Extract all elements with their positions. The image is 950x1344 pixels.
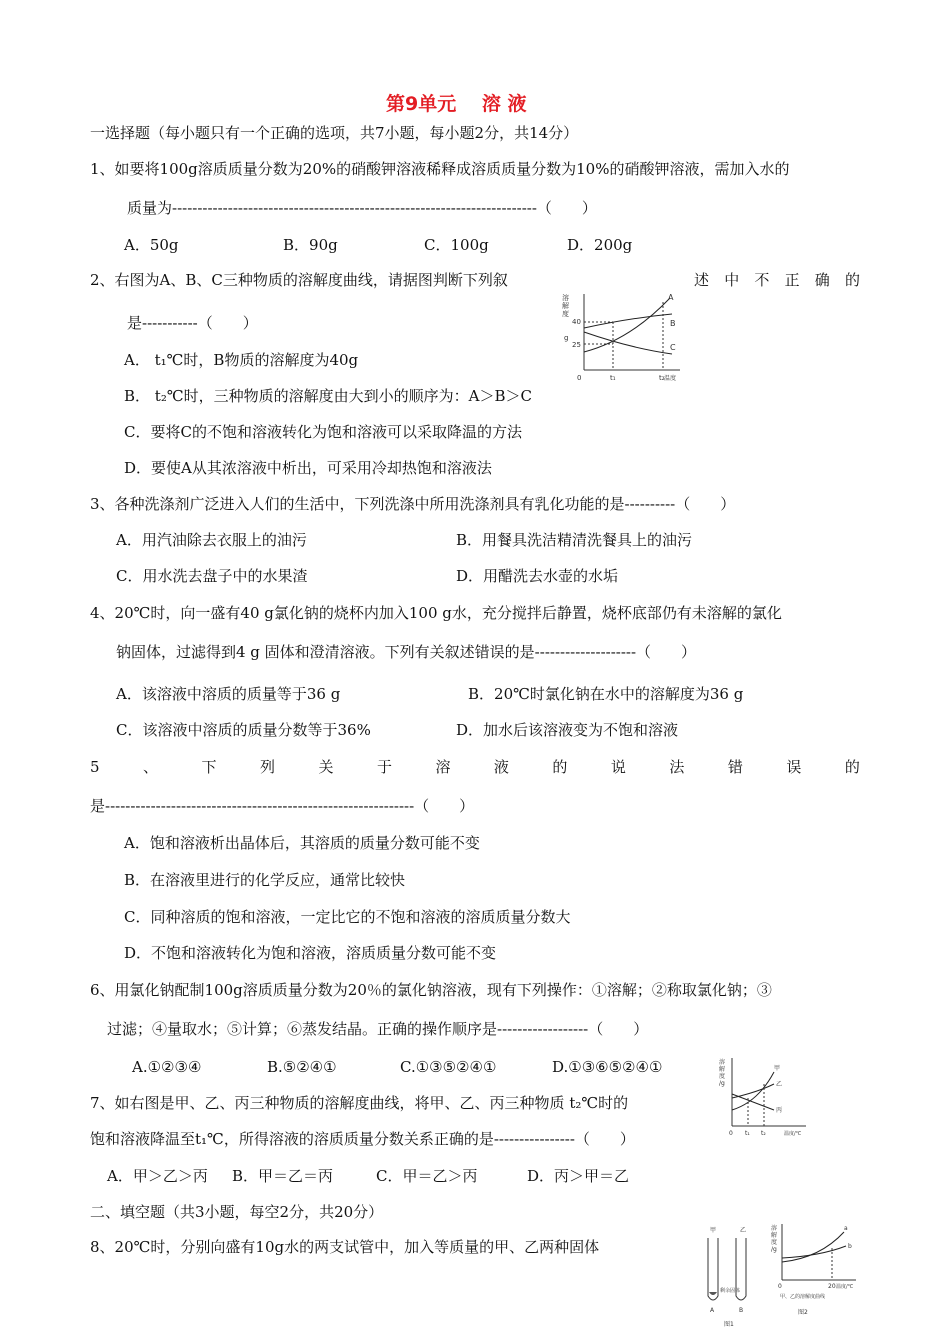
q8-origin: 0 (778, 1283, 782, 1290)
q8-bottom-label-a: A (710, 1307, 715, 1314)
q7-option-c: C．甲＝乙＞丙 (376, 1167, 478, 1185)
q6-option-a: A.①②③④ (132, 1058, 202, 1076)
q5-char: 关 (318, 758, 334, 776)
q2-stem-cont: 是-----------（ ） (127, 314, 258, 332)
q3-option-b: B．用餐具洗洁精清洗餐具上的油污 (456, 531, 693, 549)
q1-stem-cont: 质量为------------------------------------------------------------------------（ ） (127, 199, 597, 217)
q2-option-d: D．要使A从其浓溶液中析出，可采用冷却热饱和溶液法 (124, 459, 492, 477)
q5-stem-cont: 是-------------------------------------------------------------（ ） (90, 797, 475, 815)
q7-label-jia: 甲 (774, 1065, 781, 1072)
q4-option-a: A．该溶液中溶质的质量等于36 g (116, 685, 341, 703)
q7-xtick-t1: t₁ (745, 1130, 750, 1137)
section2-header: 二、填空题（共3小题，每空2分，共20分） (90, 1203, 384, 1221)
q4-stem: 4、20℃时，向一盛有40 g氯化钠的烧杯内加入100 g水，充分搅拌后静置，烧杯底部仍有未溶解的氯化 (90, 604, 782, 622)
q5-char: 5 (90, 758, 100, 776)
q8-tick-20: 20 (828, 1283, 836, 1290)
q8-fig2-caption: 图2 (798, 1309, 808, 1316)
q2-tail-char: 的 (844, 271, 860, 289)
q1-option-c: C．100g (424, 236, 489, 254)
q5-option-d: D．不饱和溶液转化为饱和溶液，溶质质量分数可能不变 (124, 944, 497, 962)
q5-stem (90, 757, 860, 777)
q5-option-b: B．在溶液里进行的化学反应，通常比较快 (124, 871, 406, 889)
q2-xtick-t2: t₂ (659, 374, 665, 382)
q1-option-b: B．90g (283, 236, 338, 254)
q5-char: 法 (669, 758, 685, 776)
q5-char: 溶 (435, 758, 451, 776)
q5-char: 的 (552, 758, 568, 776)
q4-option-b: B．20℃时氯化钠在水中的溶解度为36 g (468, 685, 744, 703)
q7-label-yi: 乙 (776, 1081, 783, 1088)
q5-char: 列 (259, 758, 275, 776)
q2-ytick-40: 40 (572, 318, 581, 326)
q2-label-c: C (670, 343, 676, 352)
q8-ylabel-1: 溶 (771, 1225, 778, 1232)
q7-ylabel-3: 度 (719, 1073, 726, 1080)
q2-curve-b (584, 314, 672, 328)
page-title: 第9单元 溶 液 (386, 93, 527, 115)
q7-ylabel-1: 溶 (719, 1059, 726, 1066)
q1-option-a: A．50g (124, 236, 179, 254)
q5-char: 于 (376, 758, 392, 776)
q2-origin: 0 (577, 374, 582, 382)
q2-xtick-t1: t₁ (610, 374, 616, 382)
q8-stem: 8、20℃时，分别向盛有10g水的两支试管中，加入等质量的甲、乙两种固体 (90, 1238, 600, 1256)
q2-option-a: A． t₁℃时，B物质的溶解度为40g (124, 351, 359, 369)
q4-stem-cont: 钠固体，过滤得到4 g 固体和澄清溶液。下列有关叙述错误的是--------------------（ ） (116, 643, 697, 661)
q7-stem: 7、如右图是甲、乙、丙三种物质的溶解度曲线，将甲、乙、丙三种物质 t₂℃时的 (90, 1094, 629, 1112)
q2-curve-c (584, 332, 672, 354)
q2-option-b: B． t₂℃时，三种物质的溶解度由大到小的顺序为：A＞B＞C (124, 387, 532, 405)
q7-label-bing: 丙 (776, 1107, 783, 1114)
q2-yunit: g (564, 334, 569, 342)
q7-option-b: B．甲＝乙＝丙 (232, 1167, 334, 1185)
q2-ylabel-2: 解 (562, 302, 569, 310)
q3-option-d: D．用醋洗去水壶的水垢 (456, 567, 619, 585)
q7-xlabel: 温度/℃ (784, 1131, 802, 1137)
q4-option-c: C．该溶液中溶质的质量分数等于36% (116, 721, 371, 739)
q3-stem: 3、各种洗涤剂广泛进入人们的生活中，下列洗涤中所用洗涤剂具有乳化功能的是----------（ ） (90, 495, 736, 513)
q8-solid-a (709, 1292, 717, 1295)
q7-stem-cont: 饱和溶液降温至t₁℃，所得溶液的溶质质量分数关系正确的是----------------（ ） (90, 1130, 635, 1148)
q5-char: 错 (727, 758, 743, 776)
q7-xtick-t2: t₂ (761, 1130, 766, 1137)
q6-option-c: C.①③⑤②④① (400, 1058, 497, 1076)
q8-label-a: a (844, 1225, 848, 1232)
q7-ylabel-2: 解 (719, 1066, 726, 1073)
q5-char: 、 (143, 758, 159, 776)
q7-ylabel-4: /g (719, 1080, 725, 1087)
q7-option-a: A．甲＞乙＞丙 (107, 1167, 208, 1185)
q8-fig1-caption: 图1 (724, 1321, 734, 1328)
q2-solubility-figure (560, 288, 688, 384)
q2-ylabel-1: 溶 (562, 294, 569, 302)
section1-header: 一选择题（每小题只有一个正确的选项，共7小题，每小题2分，共14分） (90, 124, 579, 142)
q2-xlabel: 温度 (664, 375, 677, 382)
q8-curve-b (782, 1246, 846, 1258)
q2-ytick-25: 25 (572, 341, 581, 349)
q8-ylabel-3: 度 (771, 1239, 778, 1246)
q5-char: 液 (493, 758, 509, 776)
q2-tail-char: 不 (754, 271, 770, 289)
q5-char: 误 (786, 758, 802, 776)
q8-label-b: b (848, 1243, 852, 1250)
q1-stem: 1、如要将100g溶质质量分数为20%的硝酸钾溶液稀释成溶质质量分数为10%的硝酸钾溶液，需加入水的 (90, 160, 790, 178)
q4-option-d: D．加水后该溶液变为不饱和溶液 (456, 721, 679, 739)
q8-test-tube-figure (700, 1222, 772, 1332)
q7-solubility-figure (718, 1054, 810, 1140)
q8-ylabel-4: /g (771, 1246, 777, 1253)
q8-bottom-label-b: B (739, 1307, 744, 1314)
q6-option-d: D.①③⑥⑤②④① (552, 1058, 663, 1076)
q2-stem: 2、右图为A、B、C三种物质的溶解度曲线，请据图判断下列叙 (90, 271, 508, 289)
q2-tail-char: 述 (694, 271, 710, 289)
q8-solid-label: 剩余固体 (720, 1288, 741, 1294)
q8-tube-a (708, 1238, 718, 1300)
q3-option-a: A．用汽油除去衣服上的油污 (116, 531, 307, 549)
q2-option-c: C．要将C的不饱和溶液转化为饱和溶液可以采取降温的方法 (124, 423, 522, 441)
q8-xlabel: 温度/℃ (836, 1284, 854, 1290)
q2-tail-char: 中 (724, 271, 740, 289)
q2-ylabel-3: 度 (562, 310, 569, 318)
q5-char: 下 (201, 758, 217, 776)
q2-tail-char: 确 (814, 271, 830, 289)
q5-char: 的 (844, 758, 860, 776)
q8-tube-label-yi: 乙 (740, 1227, 747, 1234)
q5-option-a: A．饱和溶液析出晶体后，其溶质的质量分数可能不变 (124, 834, 480, 852)
q6-stem: 6、用氯化钠配制100g溶质质量分数为20％的氯化钠溶液，现有下列操作：①溶解；②称取氯化钠；③ (90, 981, 772, 999)
q8-tube-label-jia: 甲 (710, 1227, 717, 1234)
q2-tail-char: 正 (784, 271, 800, 289)
q5-char: 说 (610, 758, 626, 776)
q7-origin: 0 (729, 1130, 733, 1137)
q6-option-b: B.⑤②④① (267, 1058, 337, 1076)
q7-option-d: D．丙＞甲＝乙 (527, 1167, 630, 1185)
q3-option-c: C．用水洗去盘子中的水果渣 (116, 567, 308, 585)
q8-ylabel-2: 解 (771, 1232, 778, 1239)
q8-solubility-figure (770, 1218, 860, 1334)
q8-fig2-caption-top: 甲、乙的溶解度曲线 (780, 1294, 826, 1300)
q6-stem-cont: 过滤；④量取水；⑤计算；⑥蒸发结晶。正确的操作顺序是------------------（ ） (107, 1020, 649, 1038)
q2-label-b: B (670, 319, 676, 328)
q2-label-a: A (668, 293, 674, 302)
q5-option-c: C．同种溶质的饱和溶液，一定比它的不饱和溶液的溶质质量分数大 (124, 908, 571, 926)
q7-curve-jia (732, 1072, 774, 1110)
q1-option-d: D．200g (567, 236, 633, 254)
q2-stem-tail (694, 270, 860, 290)
